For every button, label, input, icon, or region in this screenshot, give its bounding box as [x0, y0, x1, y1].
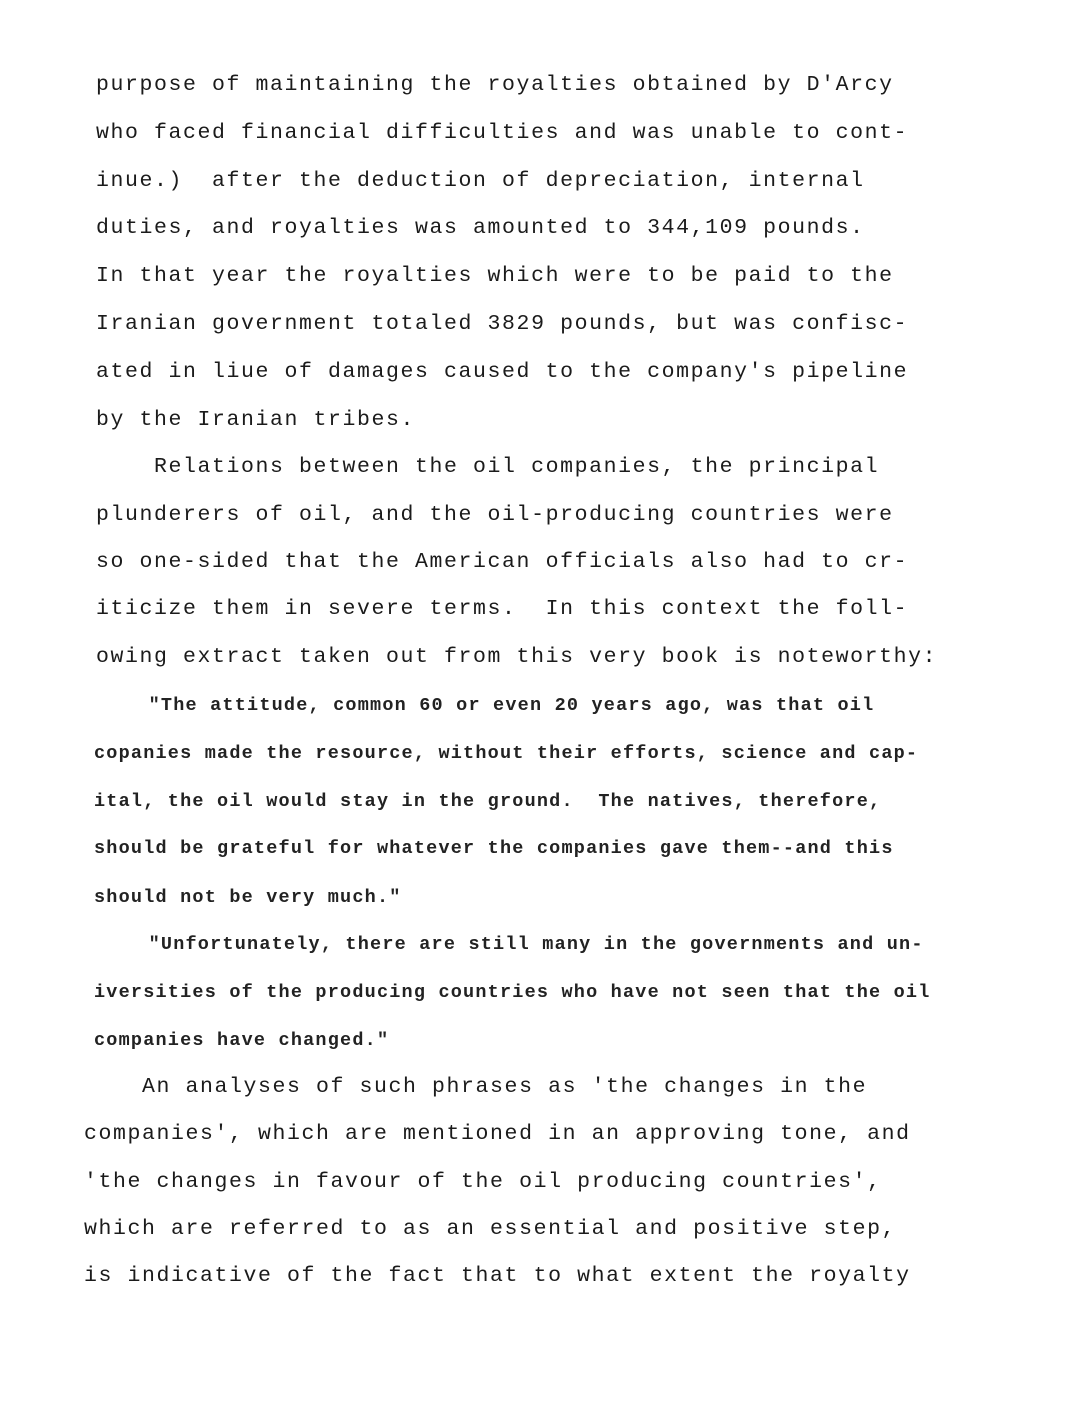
text-line: purpose of maintaining the royalties obtained by D'Arcy — [96, 73, 894, 97]
text-line: inue.) after the deduction of depreciation, internal — [96, 169, 865, 193]
text-line: which are referred to as an essential and positive step, — [84, 1217, 897, 1241]
text-line: An analyses of such phrases as 'the changes in the — [84, 1075, 868, 1099]
quote-line: copanies made the resource, without their efforts, science and cap- — [94, 743, 919, 764]
text-line: duties, and royalties was amounted to 344,109 pounds. — [96, 216, 865, 240]
text-line: is indicative of the fact that to what extent the royalty — [84, 1264, 911, 1288]
quote-line: iversities of the producing countries who have not seen that the oil — [94, 982, 931, 1003]
quote-line: ital, the oil would stay in the ground. The natives, therefore, — [94, 791, 882, 812]
text-line: iticize them in severe terms. In this context the foll- — [96, 597, 909, 621]
text-line: companies', which are mentioned in an approving tone, and — [84, 1122, 911, 1146]
text-line: Iranian government totaled 3829 pounds, but was confisc- — [96, 312, 909, 336]
quote-line: should not be very much." — [94, 887, 402, 908]
text-line: plunderers of oil, and the oil-producing countries were — [96, 503, 894, 527]
quote-line: "Unfortunately, there are still many in the governments and un- — [124, 934, 924, 955]
text-line: In that year the royalties which were to be paid to the — [96, 264, 894, 288]
text-line: ated in liue of damages caused to the company's pipeline — [96, 360, 909, 384]
text-line: so one-sided that the American officials also had to cr- — [96, 550, 909, 574]
text-line: 'the changes in favour of the oil producing countries', — [84, 1170, 882, 1194]
quote-line: companies have changed." — [94, 1030, 390, 1051]
text-line: by the Iranian tribes. — [96, 408, 416, 432]
text-line: owing extract taken out from this very book is noteworthy: — [96, 645, 938, 669]
quote-line: should be grateful for whatever the companies gave them--and this — [94, 838, 894, 859]
text-line: who faced financial difficulties and was unable to cont- — [96, 121, 909, 145]
quote-line: "The attitude, common 60 or even 20 years ago, was that oil — [124, 695, 875, 716]
text-line: Relations between the oil companies, the principal — [96, 455, 880, 479]
